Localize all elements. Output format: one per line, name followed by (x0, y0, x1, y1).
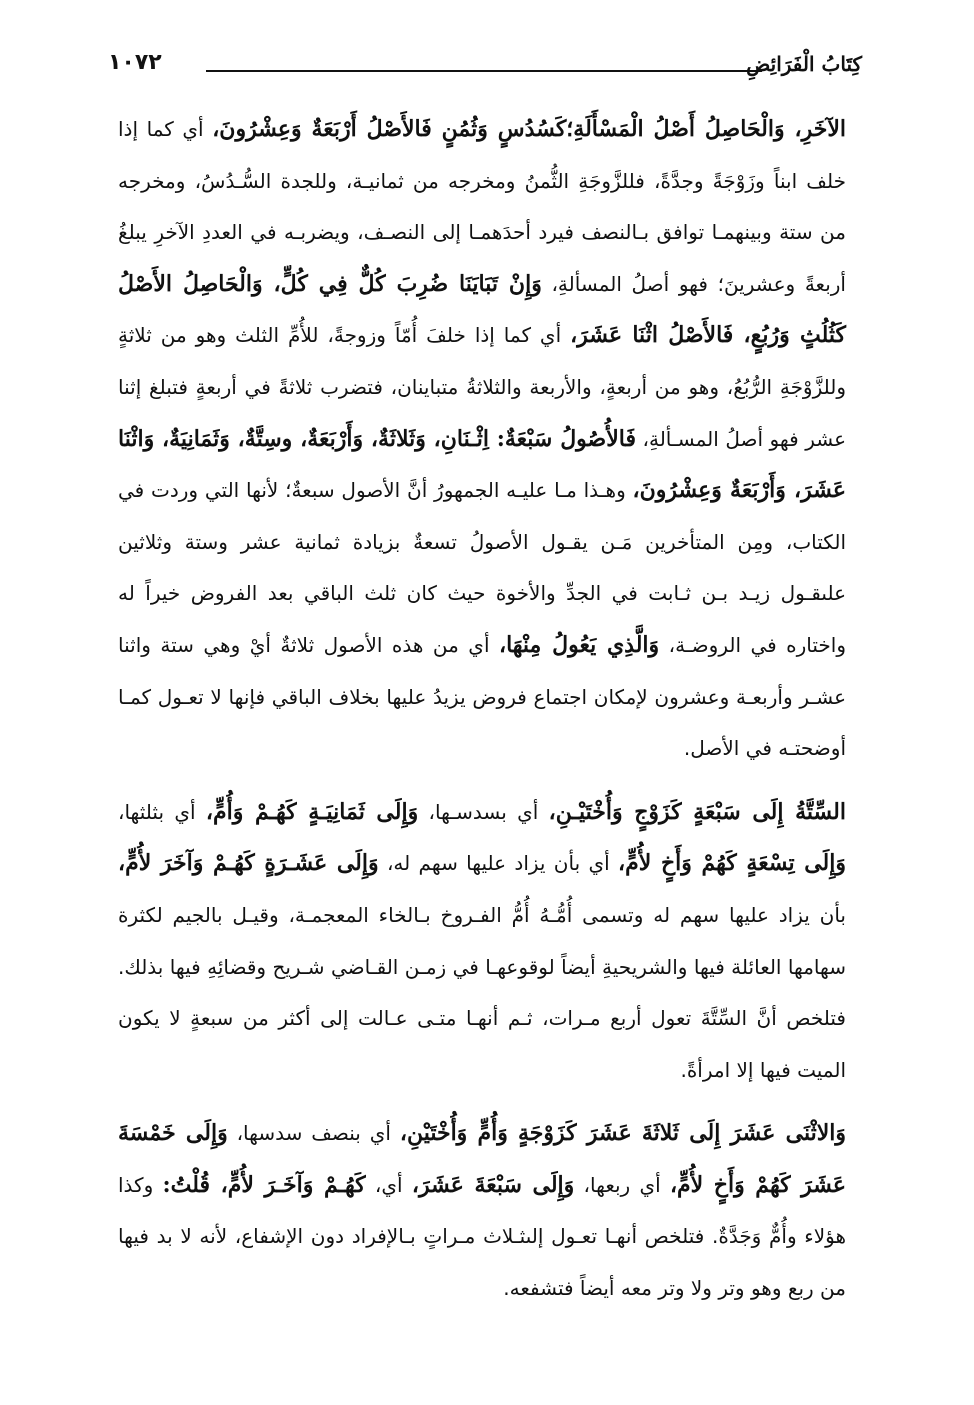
page-number: ١٠٧٢ (108, 50, 162, 75)
commentary-text: أي كما إذا خلفَ أُمّاً وزوجةً، للأُمِّ الثلث وهو من ثلاثةٍ وللزَّوْجَةِ الرُّبُعُ، وهو من أربعةٍ، والأربعة والثلاثةُ متباينان، فتضرب ثلاثةً في أربعةٍ فتبلغ إثنا عشر فهو أصلُ المسـألةِ، (118, 323, 846, 451)
matn-text: وَإِنْ تَبَايَنَا ضُرِبَ كُلٌّ فِي كُلٍّ، وَالْحَاصِلُ الأَصْلُ كَثُلُثٍ وَرُبُعٍ، فَالأَصْلُ اثْنَا عَشَرَ، (118, 270, 846, 349)
matn-text: فَالأُصُولُ سَبْعَةٌ: اِثْـنَانِ، وَثَلاثَةٌ، وَأَرْبَعَةٌ، وسِتَّةٌ، وَثَمَانِيَةٌ، وَاثْنَا عَشَرَ، وَأَرْبَعَةٌ وَعِشْرُونَ، (118, 425, 847, 504)
commentary-text: أي بأن يزاد عليها سهم له، (378, 851, 619, 876)
commentary-text: أي ربعها، (574, 1172, 670, 1197)
commentary-text: وكذا هؤلاء وأُمٌّ وَجَدَّةٌ. فتلخص أنهـا تعـول إلىثـلاث مـراتٍ بـالإفراد دون الإشفاع، لأنه لا بد فيها من ربع وهو وتر ولا وتر معه أيضاً فتشفعه. (118, 1172, 846, 1301)
matn-text: الآخَرِ، وَالْحَاصِلُ أَصْلُ الْمَسْأَلَةِ؛كَسُدُسٍ وَثُمُنٍ فَالأَصْلُ أَرْبَعَةٌ وَعِشْرُونَ، (212, 116, 846, 142)
commentary-text: أي كما إذا خلف ابناً وزَوْجَةً وجدَّةً، فللزَّوجَةِ الثُّمنُ ومخرجه من ثمانيـة، وللجدة السُّـدُسُ، ومخرجه من ستة وبينهمـا توافق بـالنصف فيرد أحدَهمـا إلى النصـف، ويضربـه في العددِ الآخرِ يبلغُ أربعةً وعشرينَ؛ فهو أصلُ المسألةِ، (118, 117, 846, 296)
paragraph-3 (118, 1108, 846, 1314)
matn-text: وَإِلَى سَبْعَةَ عَشَرَ، (411, 1171, 575, 1198)
commentary-text: وهـذا مـا عليـه الجمهورُ أنَّ الأصول سبعةٌ؛ لأنها التي وردت في الكتاب، ومِن المتأخرين مَـن يقـول الأصولُ تسعةٌ بزيادة ثمانية عشر وستة وثلاثين علىقـول زيـد بـن ثـابت في الجدِّ والأخوة حيث كان ثلث الباقي بعد الفروض خيراً له واختاره في الروضـة، (118, 478, 847, 657)
commentary-text: أي بسدسـها، (418, 799, 549, 824)
commentary-text: بأن يزاد عليها سهم له وتسمى أُمُّـهُ أُمُّ الفـروخ بـالخاء المعجمـة، وقيـل بالجيم لكثرة سهامها العائلة فيها والشريحيةِ أيضاً لوقوعهـا في زمـن القـاضي شـريح وقضائِهِ فيها بذلك. فتلخص أنَّ السِّتَّةَ تعول أربع مـرات، ثـم أنهـا متـى عـالت إلى أكثر من سبعةٍ لا يكون الميت فيها إلا امرأةً. (118, 902, 846, 1082)
matn-text: كَهُـمْ وَآخَـرَ لأُمٍّ، قُلْتُ: (162, 1171, 366, 1198)
paragraph-1 (118, 104, 846, 775)
matn-text: وَإِلَى خَمْسَةَ عَشَرَ كَهُمْ وَأَخٍ لأُمٍّ، (118, 1120, 847, 1198)
running-title: كِتَابُ الْفَرَائِضِ (746, 52, 862, 76)
page-header (108, 50, 862, 90)
commentary-text: أي بنصف سدسها، (227, 1121, 400, 1146)
matn-text: السِّتَّةُ إِلَى سَبْعَةٍ كَزَوْجٍ وَأُخْتَيْـنِ، (548, 798, 846, 825)
matn-text: وَإِلَى عَشَـرَةٍ كَهُـمْ وَآخَرَ لأُمٍّ، (118, 850, 379, 877)
matn-text: وَإِلَى ثَمَانِيَـةٍ كَهُـمْ وَأُمٍّ، (205, 798, 419, 825)
paragraph-2 (118, 787, 846, 1097)
commentary-text: أي بثلثها، (118, 799, 206, 824)
matn-text: وَالاثْنَى عَشَرَ إِلَى ثَلاثَةَ عَشَرَ كَزَوْجَةٍ وَأُمٍّ وَأُخْتَيْنِ، (399, 1120, 846, 1147)
header-rule (206, 70, 762, 72)
commentary-text: أي، (365, 1172, 412, 1197)
commentary-text: أي من هذه الأصول ثلاثةٌ أيْ وهي ستة واثنا عشـر وأربعـة وعشرون لإمكان اجتماع فروض يزيدُ عليها بخلاف الباقي فإنها لا تعـول كمـا أوضحتـه في الأصل. (118, 632, 846, 761)
matn-text: وَالَّذِي يَعُولُ مِنْهَا، (498, 631, 660, 658)
matn-text: وَإِلَى تِسْعَةٍ كَهُمْ وَأَخٍ لأُمٍّ، (618, 850, 846, 877)
page-body (118, 104, 846, 1315)
